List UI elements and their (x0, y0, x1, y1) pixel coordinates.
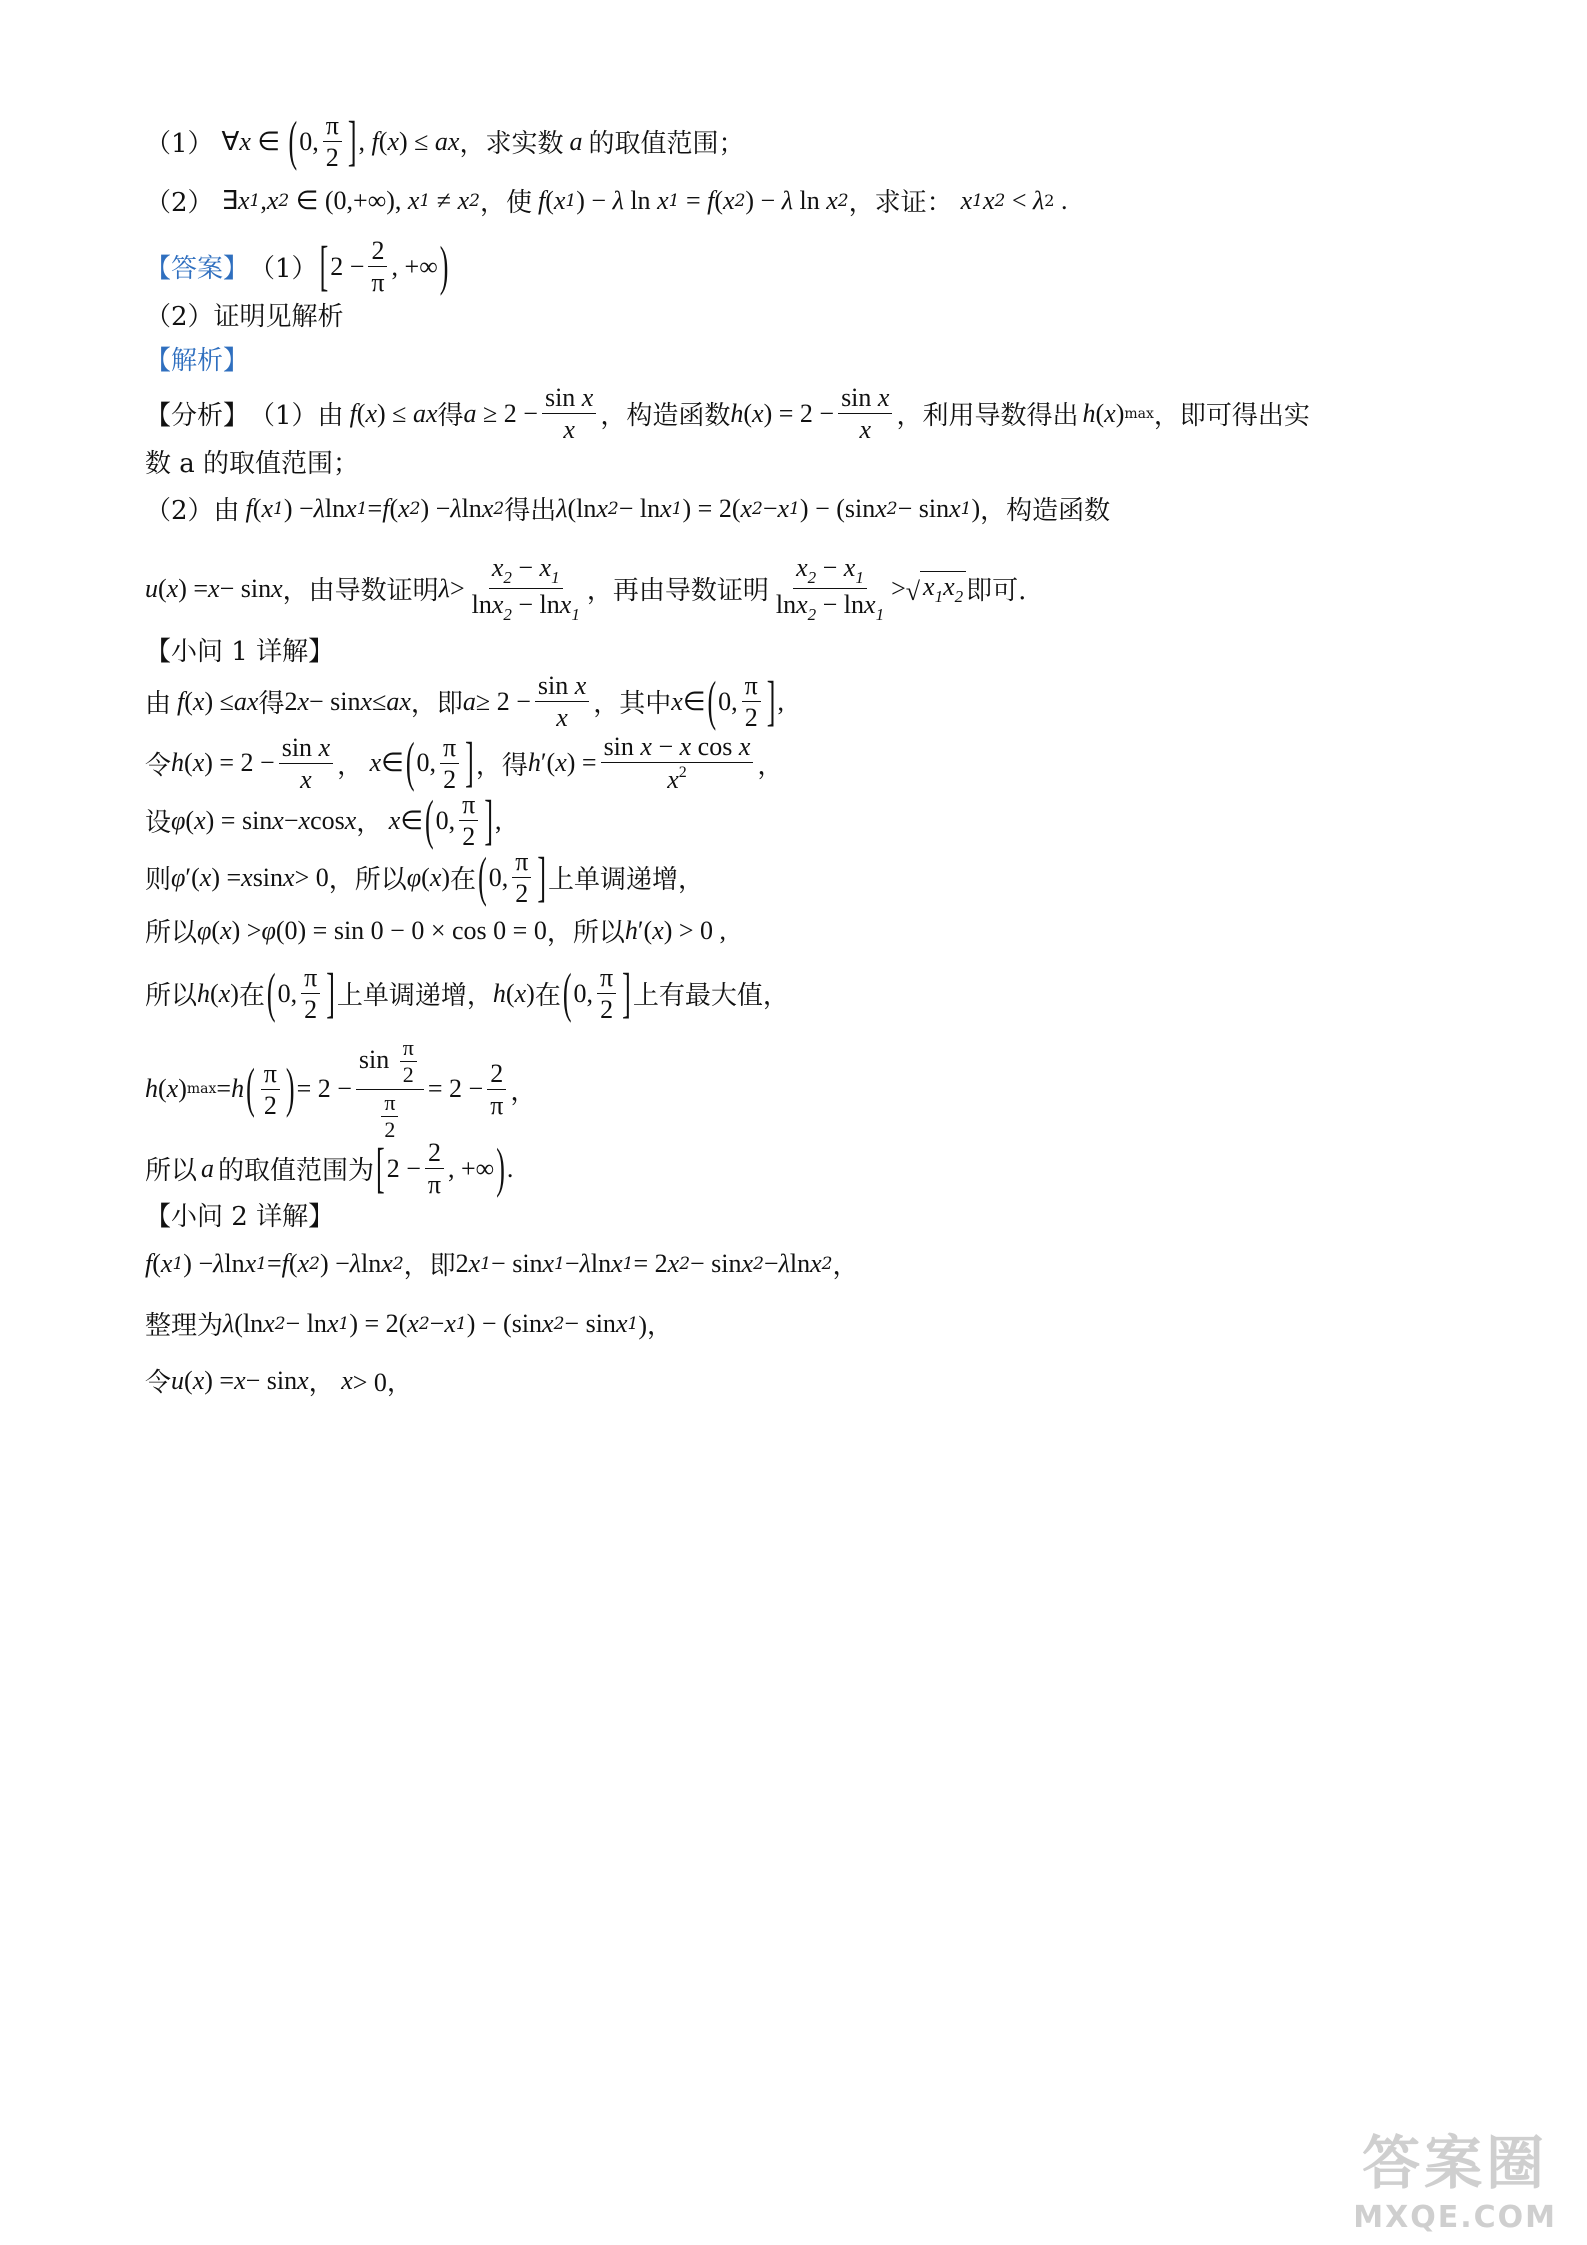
fenxi-line-3: （2）由 f ( x 1 ) − λ ln x 1 = f ( x 2 ) − λ ln x 2 得出 λ (ln x 2 − ln x 1 ) = 2( x 2 − x 1 ) − (sin x 2 − sin x 1 ) ，构造函数 (145, 493, 1111, 526)
step-1-line-4: 则 φ ′( x ) = x sin x > 0 ，所以 φ ( x ) 在 ( 0, $\frac{\pi}{2}$ ] 上单调递增， (145, 846, 705, 909)
fenxi-line-2: 数 a 的取值范围； (145, 449, 360, 479)
step-1-line-7: h ( x ) max = h ( $\frac{\pi}{2}$ ) = 2 − sin $\frac{\pi}{2}$ $\frac{\pi}{2}$ = 2 − $\frac{2}{\pi}$ ， (145, 1035, 537, 1143)
step-1-line-2: 令 h ( x ) = 2 − $\frac{\text{sin x}}{x}$ ， x ∈ ( 0, $\frac{\pi}{2}$ ] ，得 h ′( x ) = $\frac{\text{sin x − x cos x}}{x^2}$ ， (145, 731, 784, 795)
step-2-line-2: 整理为 λ (ln x 2 − ln x 1 ) = 2( x 2 − x 1 ) − (sin x 2 − sin x 1 )， (145, 1308, 673, 1341)
fenxi-line-4: u ( x ) = x − sin x ，由导数证明 λ > $\frac{x_2 - x_1}{\ln x_2 - \ln x_1}$ ，再由导数证明 $\frac{x_2 - x_1}{\ln x_2 - \ln x_1}$ > √ $x_1x_2$ 即可. (145, 553, 1027, 625)
step-2-line-1: f ( x 1 ) − λ ln x 1 = f ( x 2 ) − λ ln x 2 ，即 2 x 1 − sin x 1 − λ ln x 1 = 2 x 2 − sin x 2 − λ ln x 2 ， (145, 1248, 859, 1281)
answer-line: 【答案】 （1） [ 2 − $\frac{2}{\pi}$ , +∞ ) (145, 235, 449, 298)
step-2-tag: 【小问 2 详解】 (145, 1202, 335, 1232)
step-1-line-6: 所以 h ( x ) 在 ( 0, $\frac{\pi}{2}$ ] 上单调递增， h ( x ) 在 ( 0, $\frac{\pi}{2}$ ] 上有最大值， (145, 962, 789, 1025)
step-1-line-1: 由 f ( x ) ≤ ax 得 2 x − sin x ≤ ax ，即 a ≥ 2 − $\frac{\text{sin x}}{x}$ ，其中 x ∈ ( 0, $\frac{\pi}{2}$ ] , (145, 670, 784, 733)
step-2-line-3: 令 u ( x ) = x − sin x ， x > 0， (145, 1365, 413, 1398)
step-1-line-8: 所以 a 的取值范围为 [ 2 − $\frac{2}{\pi}$ , +∞ ) . (145, 1137, 514, 1200)
step-1-tag: 【小问 1 详解】 (145, 637, 335, 667)
question-2: （2） ∃ x 1 , x 2 ∈ (0,+∞), x 1 ≠ x 2 ，使 f ( x 1 ) − λ ln x 1 = f ( x 2 ) − λ ln x 2 ，求证： x 1 x 2 < λ 2 . (145, 182, 1067, 219)
question-1-label: （1） (145, 129, 214, 160)
answer-tag: 【答案】 (145, 254, 250, 285)
step-1-line-3: 设 φ ( x ) = sin x − x cos x ， x ∈ ( 0, $\frac{\pi}{2}$ ] , (145, 789, 502, 852)
analysis-tag: 【解析】 (145, 346, 250, 376)
fenxi-line-1: 【分析】 （1）由 f ( x ) ≤ ax 得 a ≥ 2 − $\frac{\text{sin x}}{x}$ ，构造函数 h ( x ) = 2 − $\frac{\text{sin x}}{x}$ ，利用导数得出 h ( x ) max ，即可得出实 (145, 383, 1310, 445)
question-1: （1） ∀ x ∈ ( 0, $\frac{\pi}{2}$ ] , f ( x ) ≤ ax ，求实数 a 的取值范围； (145, 110, 745, 173)
question-2-label: （2） (145, 188, 214, 218)
watermark-logo: 答案圈 MXQE.COM (1353, 2129, 1557, 2235)
answer-part2: （2）证明见解析 (145, 302, 344, 332)
step-1-line-5: 所以 φ ( x ) > φ (0) = sin 0 − 0 × cos 0 = 0 ，所以 h ′( x ) > 0 , (145, 915, 727, 948)
